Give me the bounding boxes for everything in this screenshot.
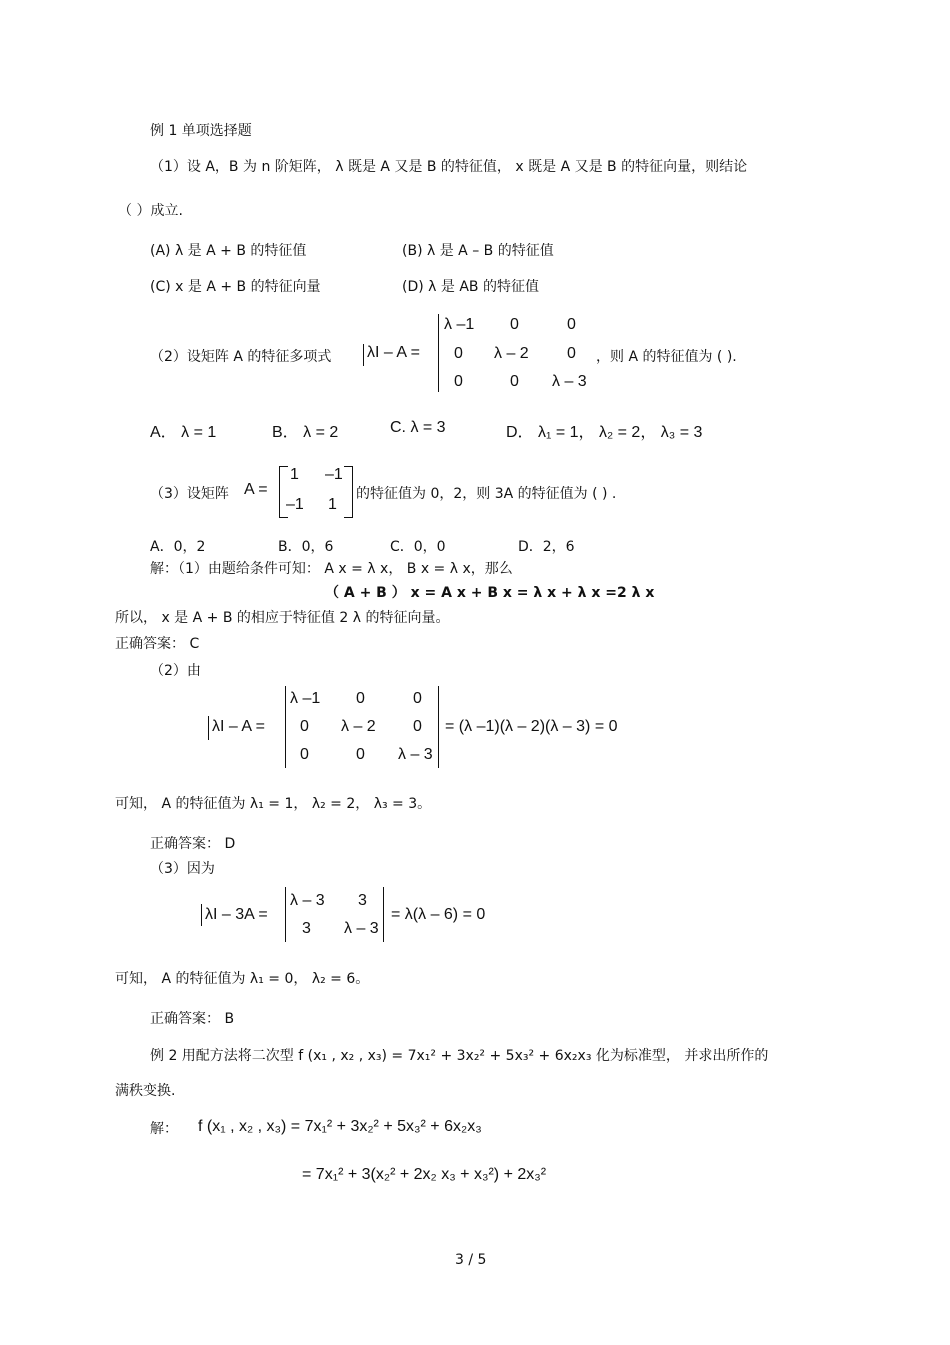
solution-1-line2: （ A + B ） x = A x + B x = λ x + λ x =2 λ x — [325, 585, 655, 601]
answer-3: 正确答案： B — [150, 1011, 235, 1027]
det-bar-left — [363, 344, 364, 366]
solution-3-head: （3）因为 — [150, 861, 215, 877]
q1-statement-line2: （ ）成立. — [118, 203, 183, 219]
q2-m23: 0 — [567, 345, 576, 362]
solution-2-head: （2）由 — [150, 663, 201, 679]
q1-option-a: (A) λ 是 A + B 的特征值 — [150, 243, 307, 259]
q3-m21: –1 — [286, 496, 304, 513]
matrix-bracket-right — [344, 466, 353, 518]
page-number: 3 / 5 — [455, 1252, 487, 1268]
q2-m13: 0 — [567, 316, 576, 333]
matrix-bar-left — [285, 887, 286, 942]
s3-m11: λ – 3 — [290, 892, 325, 909]
q1-option-c: (C) x 是 A + B 的特征向量 — [150, 279, 321, 295]
q2-option-b: B． λ = 2 — [272, 424, 339, 441]
q3-m22: 1 — [328, 496, 337, 513]
s2-m33: λ – 3 — [398, 746, 433, 763]
solution-2-conclusion: 可知， A 的特征值为 λ₁ = 1， λ₂ = 2， λ₃ = 3。 — [115, 796, 432, 812]
matrix-bar-right — [383, 887, 384, 942]
q2-prefix: （2）设矩阵 A 的特征多项式 — [150, 349, 332, 365]
s2-m23: 0 — [413, 718, 422, 735]
solution-2-rhs: = (λ –1)(λ – 2)(λ – 3) = 0 — [445, 718, 618, 735]
example-2-line2: 满秩变换. — [115, 1083, 176, 1099]
s3-m21: 3 — [302, 920, 311, 937]
q2-m21: 0 — [454, 345, 463, 362]
answer-2: 正确答案： D — [150, 836, 236, 852]
q2-m22: λ – 2 — [494, 345, 529, 362]
q1-option-d: (D) λ 是 AB 的特征值 — [402, 279, 539, 295]
matrix-bar-right — [438, 686, 439, 768]
solution-1-line1: 解：（1）由题给条件可知： A x = λ x， B x = λ x，那么 — [150, 561, 513, 577]
solution-1-line3: 所以， x 是 A + B 的相应于特征值 2 λ 的特征向量。 — [115, 610, 450, 626]
matrix-bar-left — [438, 314, 439, 392]
s2-m12: 0 — [356, 690, 365, 707]
q1-option-b: (B) λ 是 A – B 的特征值 — [402, 243, 554, 259]
s2-m11: λ –1 — [290, 690, 321, 707]
solution-3-lhs: λI – 3A = — [205, 906, 268, 923]
q2-m12: 0 — [510, 316, 519, 333]
q2-m11: λ –1 — [444, 316, 475, 333]
q3-m12: –1 — [325, 466, 343, 483]
s2-m22: λ – 2 — [341, 718, 376, 735]
q2-m32: 0 — [510, 373, 519, 390]
q3-lhs: A = — [244, 481, 268, 498]
matrix-bar-left — [285, 686, 286, 768]
example-2-solution-line2: = 7x₁² + 3(x₂² + 2x₂ x₃ + x₃²) + 2x₃² — [302, 1166, 547, 1183]
det-bar-left — [201, 904, 202, 926]
s3-m22: λ – 3 — [344, 920, 379, 937]
det-bar-left — [208, 716, 209, 740]
q3-prefix: （3）设矩阵 — [150, 486, 229, 502]
solution-3-conclusion: 可知， A 的特征值为 λ₁ = 0， λ₂ = 6。 — [115, 971, 370, 987]
s3-m12: 3 — [358, 892, 367, 909]
s2-m13: 0 — [413, 690, 422, 707]
q2-option-a: A． λ = 1 — [150, 424, 217, 441]
q3-suffix: 的特征值为 0，2，则 3A 的特征值为 ( ) . — [356, 486, 617, 502]
solution-2-lhs: λI – A = — [212, 718, 265, 735]
q3-option-a: A．0，2 — [150, 539, 206, 555]
answer-1: 正确答案： C — [115, 636, 200, 652]
solution-3-rhs: = λ(λ – 6) = 0 — [391, 906, 486, 923]
s2-m31: 0 — [300, 746, 309, 763]
example-1-title: 例 1 单项选择题 — [150, 123, 252, 139]
q2-option-d: D． λ₁ = 1， λ₂ = 2， λ₃ = 3 — [506, 424, 703, 441]
s2-m32: 0 — [356, 746, 365, 763]
example-2-solution-label: 解： — [150, 1121, 178, 1137]
q3-option-b: B．0，6 — [278, 539, 334, 555]
q2-lhs: λI – A = — [367, 344, 420, 361]
q1-statement-line1: （1）设 A，B 为 n 阶矩阵， λ 既是 A 又是 B 的特征值， x 既是 A 又是 B 的特征向量，则结论 — [150, 159, 748, 175]
q2-m31: 0 — [454, 373, 463, 390]
example-2-solution-line1: f (x₁ , x₂ , x₃) = 7x₁² + 3x₂² + 5x₃² + 6x₂x₃ — [198, 1118, 482, 1135]
q2-option-c: C. λ = 3 — [390, 419, 446, 436]
example-2-line1: 例 2 用配方法将二次型 f (x₁ , x₂ , x₃) = 7x₁² + 3x₂² + 5x₃² + 6x₂x₃ 化为标准型， 并求出所作的 — [150, 1048, 769, 1064]
q2-m33: λ – 3 — [552, 373, 587, 390]
s2-m21: 0 — [300, 718, 309, 735]
q3-option-d: D．2，6 — [518, 539, 575, 555]
q2-suffix: ，则 A 的特征值为 ( ). — [596, 349, 737, 365]
q3-option-c: C．0，0 — [390, 539, 446, 555]
q3-m11: 1 — [290, 466, 299, 483]
